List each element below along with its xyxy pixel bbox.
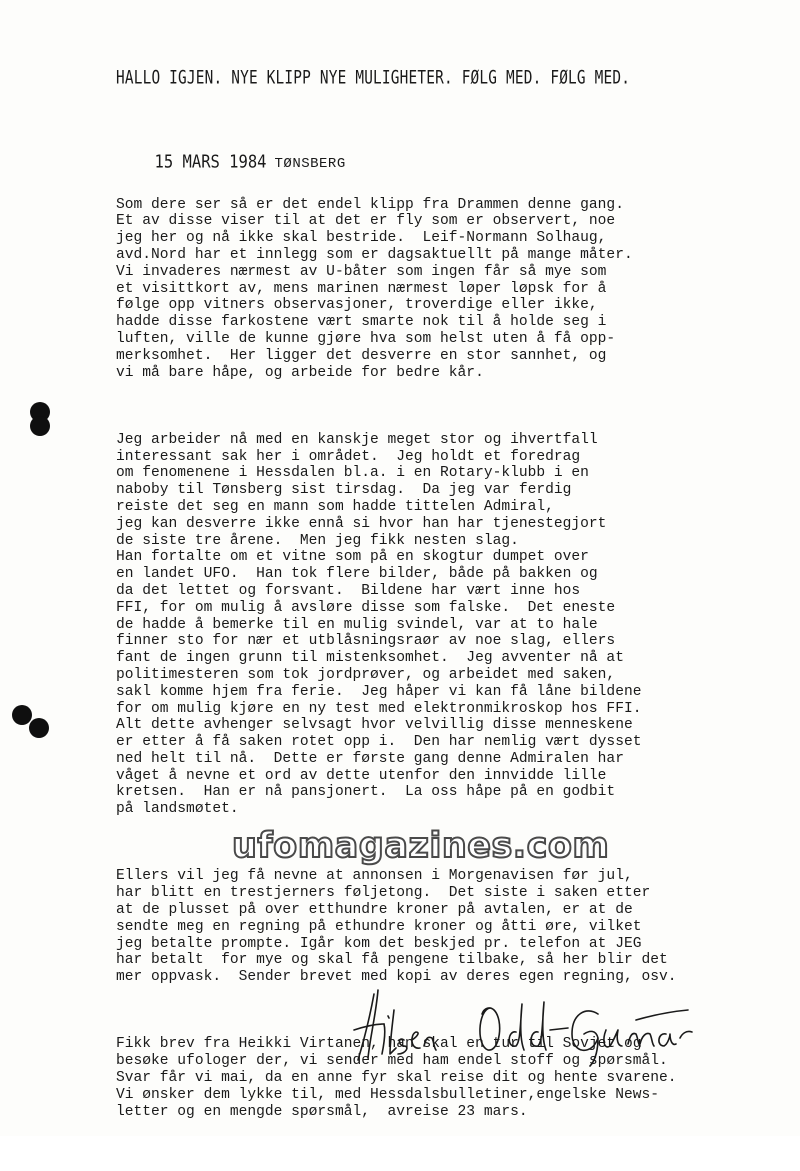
punch-hole (30, 416, 50, 436)
handwritten-signature (340, 980, 700, 1070)
letter-heading: HALLO IGJEN. NYE KLIPP NYE MULIGHETER. FØLG MED. FØLG MED. (116, 68, 631, 89)
paragraph-2: Jeg arbeider nå med en kanskje meget stor og ihvertfall interessant sak her i området. Jeg holdt et foredrag om fenomenene i Hessdalen bl.a. i en Rotary-klubb i en naboby til Tønsberg sist tirsdag. Da jeg var ferdig reiste det seg en mann som hadde tittelen Admiral, jeg kan desverre ikke ennå si hvor han har tjenestegjort de siste tre årene. Men jeg fikk nesten slag. Han fortalte om et vitne som på en skogtur dumpet over en landet UFO. Han tok flere bilder, både på bakken og da det lettet og forsvant. Bildene har vært inne hos FFI, for om mulig å avsløre disse som falske. Det eneste de hadde å bemerke til en mulig svindel, var at to hale finner sto for nær et utblåsningsraør av noe slag, ellers fant de ingen grunn til mistenksomhet. Jeg avventer nå at politimesteren som tok jordprøver, og arbeidet med saken, sakl komme hjem fra ferie. Jeg håper vi kan få låne bildene for om mulig kjøre en ny test med elektronmikroskop hos FFI. Alt dette avhenger selvsagt hvor velvillig disse menneskene er etter å få saken rotet opp i. Den har nemlig vært dysset ned helt til nå. Dette er første gang denne Admiralen har våget å nevne et ord av dette utenfor den innvidde lille kretsen. Han er nå pansjonert. La oss håpe på en godbit på landsmøtet. (116, 431, 642, 818)
watermark: ufomagazines.com (232, 826, 610, 866)
punch-hole (29, 718, 49, 738)
letter-date: 15 MARS 1984 (154, 151, 267, 173)
letter-place: TØNSBERG (274, 156, 346, 172)
paragraph-3: Ellers vil jeg få nevne at annonsen i Morgenavisen før jul, har blitt en trestjerners føljetong. Det siste i saken etter at de plusset på over etthundre kroner på avtalen, er at de sendte meg en regning på ethundre kroner og åtti øre, vilket jeg betalte prompte. Igår kom det beskjed pr. telefon at JEG har betalt for mye og skal få pengene tilbake, så her blir det mer oppvask. Sender brevet med kopi av deres egen regning, osv. (116, 868, 677, 986)
paragraph-1: Som dere ser så er det endel klipp fra Drammen denne gang. Et av disse viser til at det er fly som er observert, noe jeg her og nå ikke skal bestride. Leif-Normann Solhaug, avd.Nord har et innlegg som er dagsaktuellt på mange måter. Vi invaderes nærmest av U-båter som ingen får så mye som et visittkort av, mens marinen nærmest løper løpsk for å følge opp vitners observasjoner, troverdige eller ikke, hadde disse farkostene vært smarte nok til å holde seg i luften, ville de kunne gjøre hva som helst uten å få opp- merksomhet. Her ligger det desverre en stor sannhet, og vi må bare håpe, og arbeide for bedre kår. (116, 196, 633, 381)
paragraph-4: Fikk brev fra Heikki Virtanen, han skal en tur til Sovjet og besøke ufologer der, vi sender med ham endel stoff og spørsmål. Svar får vi mai, da en anne fyr skal reise dit og hente svarene. Vi ønsker dem lykke til, med Hessdalsbulletiner,engelske News- letter og en mengde spørsmål, avreise 23 mars. (116, 1036, 677, 1120)
punch-hole (12, 705, 32, 725)
